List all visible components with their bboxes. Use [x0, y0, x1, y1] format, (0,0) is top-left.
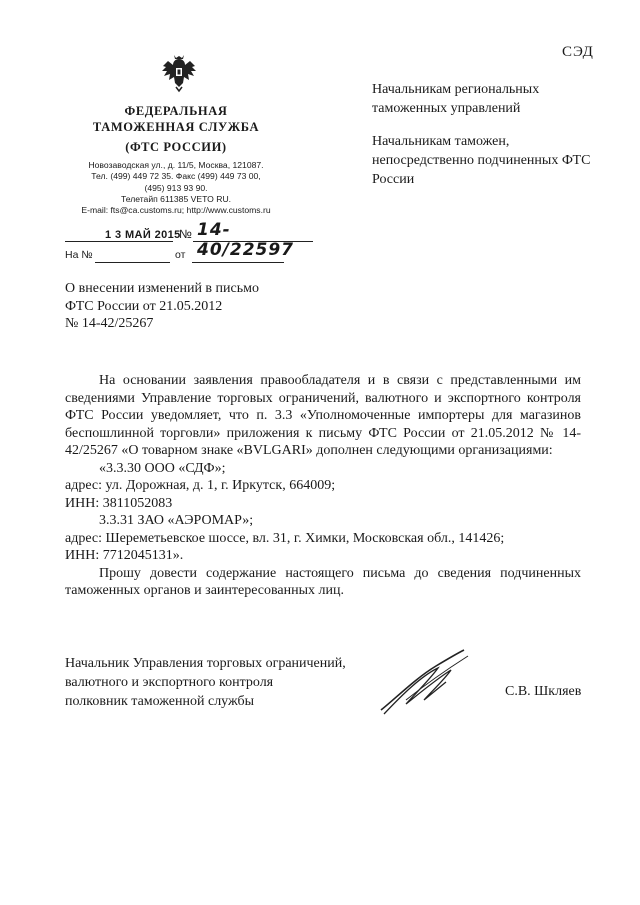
org-address: Новозаводская ул., д. 11/5, Москва, 121087.	[88, 160, 264, 170]
org2-name: 3.3.31 ЗАО «АЭРОМАР»;	[99, 513, 254, 528]
signer-line-3: полковник таможенной службы	[65, 694, 255, 709]
signer-name: С.В. Шкляев	[505, 684, 582, 699]
organization-contacts	[60, 160, 292, 216]
org1-name: «3.3.30 ООО «СДФ»;	[99, 460, 226, 476]
org1-inn: ИНН: 3811052083	[65, 495, 173, 511]
date-underline	[65, 241, 173, 242]
org-phone-2: (495) 913 93 90.	[144, 182, 208, 193]
handwritten-signature-icon	[376, 648, 486, 718]
ref-number-underline	[95, 262, 170, 263]
reference-line	[65, 249, 295, 265]
addressees	[372, 80, 612, 203]
subject-line-2: ФТС России от 21.05.2012	[65, 298, 223, 314]
org2-inn: ИНН: 7712045131».	[65, 548, 184, 563]
org1-address: адрес: ул. Дорожная, д. 1, г. Иркутск, 664009;	[65, 478, 336, 493]
org2-address: адрес: Шереметьевское шоссе, вл. 31, г. Химки, Московская обл., 141426;	[65, 530, 505, 546]
org-line-2: ТАМОЖЕННАЯ СЛУЖБА	[92, 120, 260, 134]
letter-subject	[65, 280, 325, 333]
addressee-1: Начальникам региональных таможенных управлений	[372, 82, 540, 116]
organization-name	[60, 103, 292, 155]
body-paragraph-2: Прошу довести содержание настоящего письма до сведения подчиненных таможенных органов и заинтересованных лиц.	[65, 565, 581, 598]
org-telex: Телетайп 611385 VETO RU.	[120, 193, 232, 204]
number-sign: №	[179, 227, 192, 241]
date-stamp: 1 3 МАЙ 2015	[105, 229, 181, 241]
signer-line-1: Начальник Управления торговых ограничений,	[65, 656, 346, 671]
letter-body	[65, 372, 581, 600]
body-paragraph-1: На основании заявления правообладателя и в связи с представленными им сведениями Управление торговых ограничений, валютного и экспортного контроля ФТС России уведомляет, что п. 3.3 «Уполномоченные импортеры для магазинов беспошлинной торговли» приложения к письму ФТС России от 21.05.2012 № 14-42/25267 «О товарном знаке «BVLGARI» дополнен следующими организациями:	[65, 373, 581, 458]
emblem-icon	[160, 53, 198, 93]
sed-mark: СЭД	[562, 44, 594, 60]
outgoing-number-handwritten: 14-40/22597	[197, 220, 295, 260]
subject-line-3: № 14-42/25267	[65, 316, 154, 331]
ref-date-underline	[192, 262, 284, 263]
org-email-web: E-mail: fts@ca.customs.ru; http://www.customs.ru	[81, 205, 271, 216]
ref-date-label: от	[175, 249, 186, 261]
subject-line-1: О внесении изменений в письмо	[65, 281, 259, 296]
addressee-2: Начальникам таможен, непосредственно подчиненных ФТС России	[372, 134, 591, 187]
org-line-3: (ФТС РОССИИ)	[125, 140, 227, 154]
ref-number-label: На №	[65, 249, 93, 261]
org-line-1: ФЕДЕРАЛЬНАЯ	[124, 104, 228, 118]
org-phone-fax: Тел. (499) 449 72 35. Факс (499) 449 73 00,	[91, 171, 261, 182]
signer-position	[65, 654, 395, 711]
signer-line-2: валютного и экспортного контроля	[65, 675, 274, 690]
